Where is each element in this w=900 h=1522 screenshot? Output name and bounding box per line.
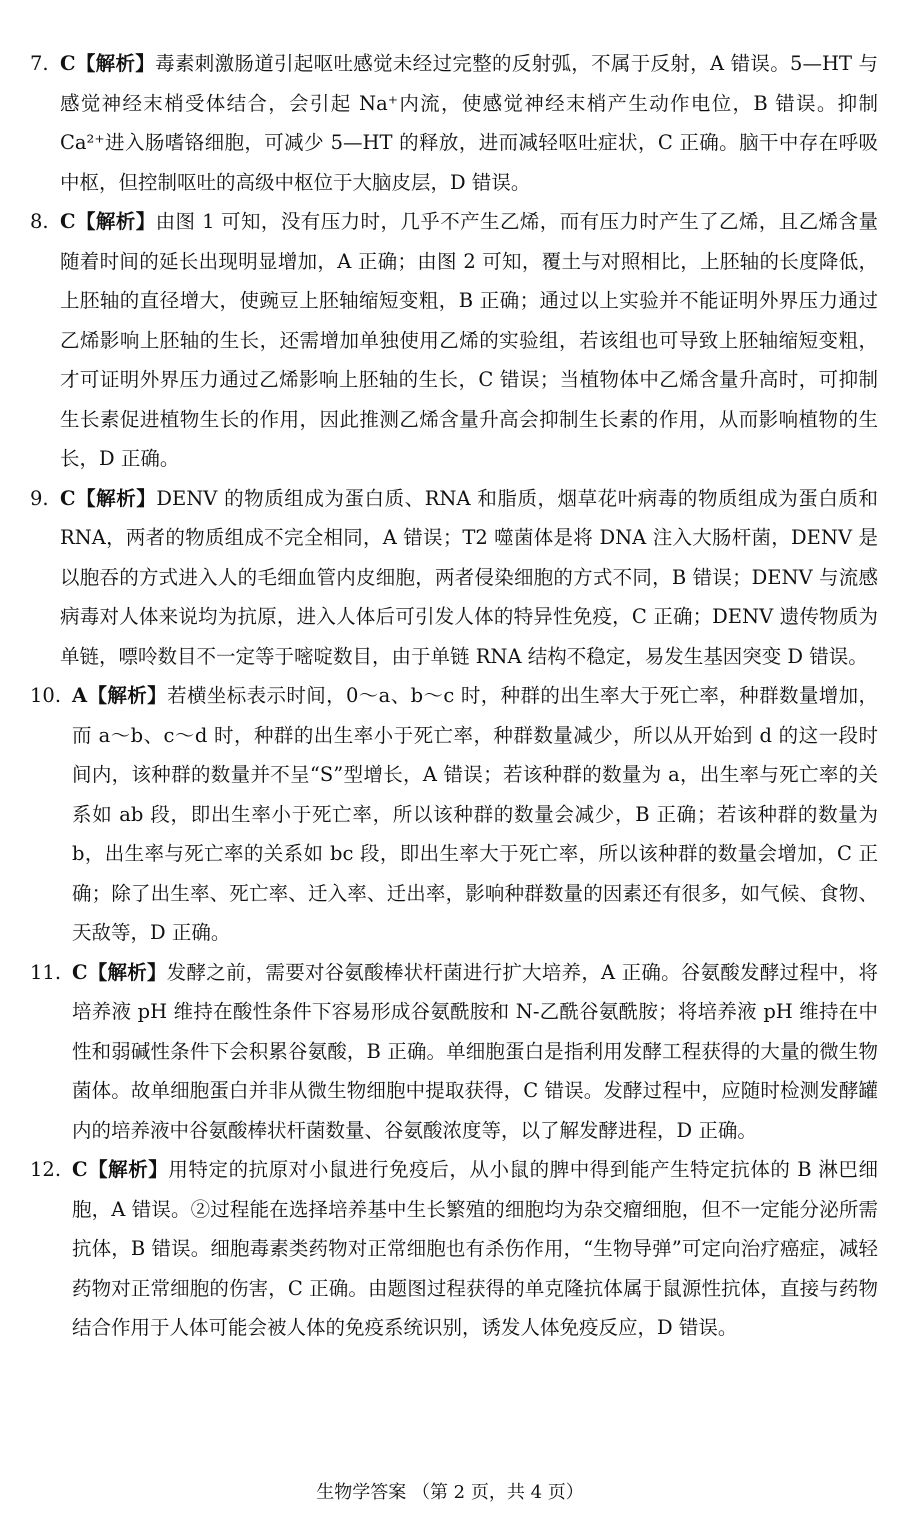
analysis-tag: 【解析】 [87,684,168,707]
page-footer: 生物学答案 （第 2 页，共 4 页） [316,1482,584,1503]
answer-choice: C [60,486,76,510]
answer-choice: A [72,684,88,707]
analysis-tag: 【解析】 [87,960,167,984]
answer-text: DENV 的物质组成为蛋白质、RNA 和脂质，烟草花叶病毒的物质组成为蛋白质和 RNA，两者的物质组成不完全相同，A 错误；T2 噬菌体是将 DNA 注入大肠杆菌，DENV 是以胞吞的方式进入人的毛细血管内皮细胞，两者侵染细胞的方式不同，B 错误；DENV 与流感病毒对人体来说均为抗原，进入人体后可引发人体的特异性免疫，C 正确；DENV 遗传物质为单链，嘌呤数目不一定等于嘧啶数目，由于单链 RNA 结构不稳定，易发生基因突变 D 错误。 [60,486,878,668]
analysis-tag: 【解析】 [75,52,156,75]
answer-choice: C [60,210,76,233]
answer-number: 7. [30,52,49,75]
answer-number: 9. [30,486,49,510]
analysis-tag: 【解析】 [87,1158,169,1181]
answer-number: 12. [30,1158,62,1181]
answer-text: 发酵之前，需要对谷氨酸棒状杆菌进行扩大培养，A 正确。谷氨酸发酵过程中，将培养液 pH 维持在酸性条件下容易形成谷氨酰胺和 N-乙酰谷氨酰胺；将培养液 pH 维持在中性和弱碱性条件下会积累谷氨酸，B 正确。单细胞蛋白是指利用发酵工程获得的大量的微生物菌体。故单细胞蛋白并非从微生物细胞中提取获得，C 错误。发酵过程中，应随时检测发酵罐内的培养液中谷氨酸棒状杆菌数量、谷氨酸浓度等，以了解发酵进程，D 正确。 [72,960,878,1142]
answer-item-10 [30,676,878,953]
answer-item-12 [30,1150,878,1348]
analysis-tag: 【解析】 [75,486,157,510]
answer-number: 10. [30,684,62,707]
answer-text: 毒素刺激肠道引起呕吐感觉未经过完整的反射弧，不属于反射，A 错误。5—HT 与感觉神经末梢受体结合，会引起 Na⁺内流，使感觉神经末梢产生动作电位，B 错误。抑制 Ca²⁺进入肠嗜铬细胞，可减少 5—HT 的释放，进而减轻呕吐症状，C 正确。脑干中存在呼吸中枢，但控制呕吐的高级中枢位于大脑皮层，D 错误。 [60,52,878,194]
answer-text: 用特定的抗原对小鼠进行免疫后，从小鼠的脾中得到能产生特定抗体的 B 淋巴细胞，A 错误。②过程能在选择培养基中生长繁殖的细胞均为杂交瘤细胞，但不一定能分泌所需抗体，B 错误。细胞毒素类药物对正常细胞也有杀伤作用，“生物导弹”可定向治疗癌症，减轻药物对正常细胞的伤害，C 正确。由题图过程获得的单克隆抗体属于鼠源性抗体，直接与药物结合作用于人体可能会被人体的免疫系统识别，诱发人体免疫反应，D 错误。 [72,1158,878,1339]
answer-item-7 [30,44,878,202]
answer-text: 由图 1 可知，没有压力时，几乎不产生乙烯，而有压力时产生了乙烯，且乙烯含量随着时间的延长出现明显增加，A 正确；由图 2 可知，覆土与对照相比，上胚轴的长度降低，上胚轴的直径增大，使豌豆上胚轴缩短变粗，B 正确；通过以上实验并不能证明外界压力通过乙烯影响上胚轴的生长，还需增加单独使用乙烯的实验组，若该组也可导致上胚轴缩短变粗，才可证明外界压力通过乙烯影响上胚轴的生长，C 错误；当植物体中乙烯含量升高时，可抑制生长素促进植物生长的作用，因此推测乙烯含量升高会抑制生长素的作用，从而影响植物的生长，D 正确。 [60,210,878,470]
answer-body [60,479,878,677]
answer-choice: C [72,960,88,984]
answer-item-8 [30,202,878,479]
answer-body [60,202,878,479]
answer-body [72,1150,878,1348]
answer-body [60,44,878,202]
answer-item-9 [30,479,878,677]
answer-choice: C [72,1158,88,1181]
answer-number: 8. [30,210,49,233]
answer-item-11 [30,953,878,1151]
answer-text: 若横坐标表示时间，0～a、b～c 时，种群的出生率大于死亡率，种群数量增加，而 a～b、c～d 时，种群的出生率小于死亡率，种群数量减少，所以从开始到 d 的这一段时间内，该种群的数量并不呈“S”型增长，A 错误；若该种群的数量为 a，出生率与死亡率的关系如 ab 段，即出生率小于死亡率，所以该种群的数量会减少，B 正确；若该种群的数量为 b，出生率与死亡率的关系如 bc 段，即出生率大于死亡率，所以该种群的数量会增加，C 正确；除了出生率、死亡率、迁入率、迁出率，影响种群数量的因素还有很多，如气候、食物、天敌等，D 正确。 [72,684,878,944]
answer-body [72,953,878,1151]
answer-number: 11. [30,960,62,984]
answer-body [72,676,878,953]
answer-choice: C [60,52,76,75]
analysis-tag: 【解析】 [75,210,156,233]
answer-list [30,44,878,1348]
